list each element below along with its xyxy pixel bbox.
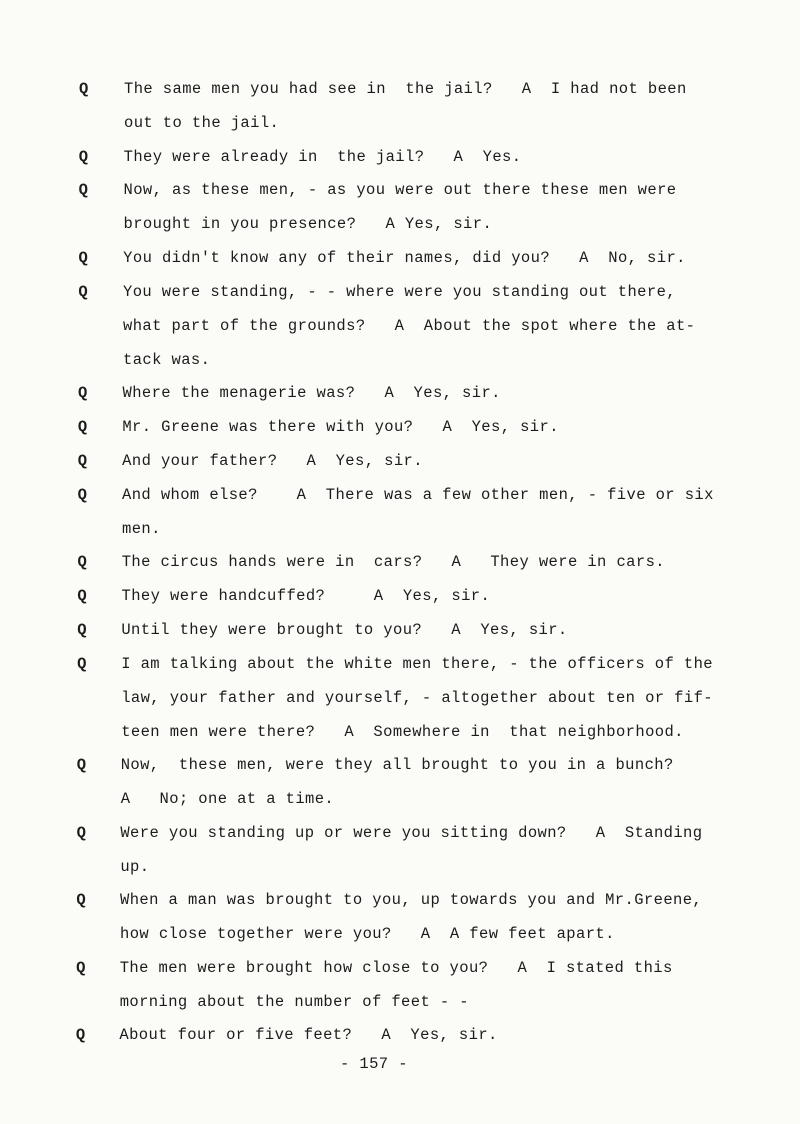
text-line: You didn't know any of their names, did you? A No, sir. — [123, 249, 686, 267]
question-marker: Q — [78, 249, 88, 267]
question-marker: Q — [78, 384, 88, 403]
text-line: brought in you presence? A Yes, sir. — [123, 215, 493, 234]
text-line: The circus hands were in cars? A They were in cars. — [121, 553, 665, 572]
text-line: You were standing, - - where were you standing out there, — [123, 282, 676, 301]
text-line: what part of the grounds? A About the spot where the at- — [123, 316, 696, 335]
testimony-text — [122, 444, 762, 478]
testimony-text — [124, 140, 764, 174]
text-line: Until they were brought to you? A Yes, sir. — [121, 620, 568, 639]
page-number: - 157 - — [340, 1055, 408, 1073]
text-line: out to the jail. — [124, 114, 280, 132]
text-line: men. — [122, 519, 161, 538]
text-line: And whom else? A There was a few other men, - five or six — [122, 485, 714, 504]
question-marker: Q — [76, 891, 86, 910]
testimony-text — [121, 647, 761, 749]
question-marker: Q — [77, 654, 87, 673]
text-line: Now, these men, were they all brought to you in a bunch? — [120, 756, 674, 774]
question-marker: Q — [77, 587, 87, 605]
question-marker: Q — [77, 418, 88, 436]
testimony-text — [120, 951, 760, 1019]
question-marker: Q — [78, 147, 89, 166]
text-line: morning about the number of feet - - — [119, 992, 469, 1011]
testimony-text — [120, 883, 760, 951]
text-line: When a man was brought to you, up towards you and Mr.Greene, — [120, 891, 703, 910]
question-marker: Q — [76, 958, 86, 977]
text-line: They were handcuffed? A Yes, sir. — [121, 587, 491, 605]
question-marker: Q — [75, 1026, 86, 1045]
text-line: Were you standing up or were you sitting down? A Standing — [120, 823, 703, 842]
text-line: About four or five feet? A Yes, sir. — [119, 1026, 498, 1045]
question-marker: Q — [76, 823, 86, 842]
testimony-text — [122, 545, 762, 579]
text-line: The same men you had see in the jail? A I had not been — [124, 80, 687, 98]
question-marker: Q — [78, 181, 88, 200]
text-line: Where the menagerie was? A Yes, sir. — [122, 384, 501, 403]
testimony-text — [120, 816, 760, 884]
testimony-text — [121, 613, 761, 647]
testimony-text — [123, 376, 763, 410]
testimony-text — [122, 410, 762, 444]
question-marker: Q — [77, 451, 88, 470]
text-line: The men were brought how close to you? A I stated this — [119, 958, 673, 977]
text-line: Mr. Greene was there with you? A Yes, sir. — [122, 418, 559, 436]
question-marker: Q — [78, 282, 88, 301]
question-marker: Q — [77, 553, 87, 572]
testimony-text — [122, 478, 762, 546]
testimony-text — [123, 275, 763, 377]
testimony-text — [119, 1018, 759, 1052]
testimony-text — [123, 241, 763, 275]
text-line: up. — [120, 857, 150, 876]
text-line: law, your father and yourself, - altogether about ten or fif- — [121, 688, 713, 707]
text-line: tack was. — [123, 350, 211, 369]
question-marker: Q — [77, 620, 87, 639]
text-line: how close together were you? A A few feet apart. — [120, 925, 615, 944]
testimony-text — [124, 72, 764, 140]
text-line: Now, as these men, - as you were out there these men were — [123, 181, 677, 200]
testimony-text — [122, 579, 762, 613]
text-line: I am talking about the white men there, - the officers of the — [121, 654, 713, 673]
question-marker: Q — [76, 756, 87, 774]
text-line: A No; one at a time. — [120, 790, 335, 808]
text-line: And your father? A Yes, sir. — [122, 451, 423, 470]
testimony-text — [121, 748, 761, 816]
text-line: They were already in the jail? A Yes. — [123, 147, 522, 166]
text-line: teen men were there? A Somewhere in that neighborhood. — [121, 722, 684, 741]
question-marker: Q — [77, 485, 87, 504]
testimony-text — [124, 173, 764, 241]
question-marker: Q — [79, 80, 89, 98]
